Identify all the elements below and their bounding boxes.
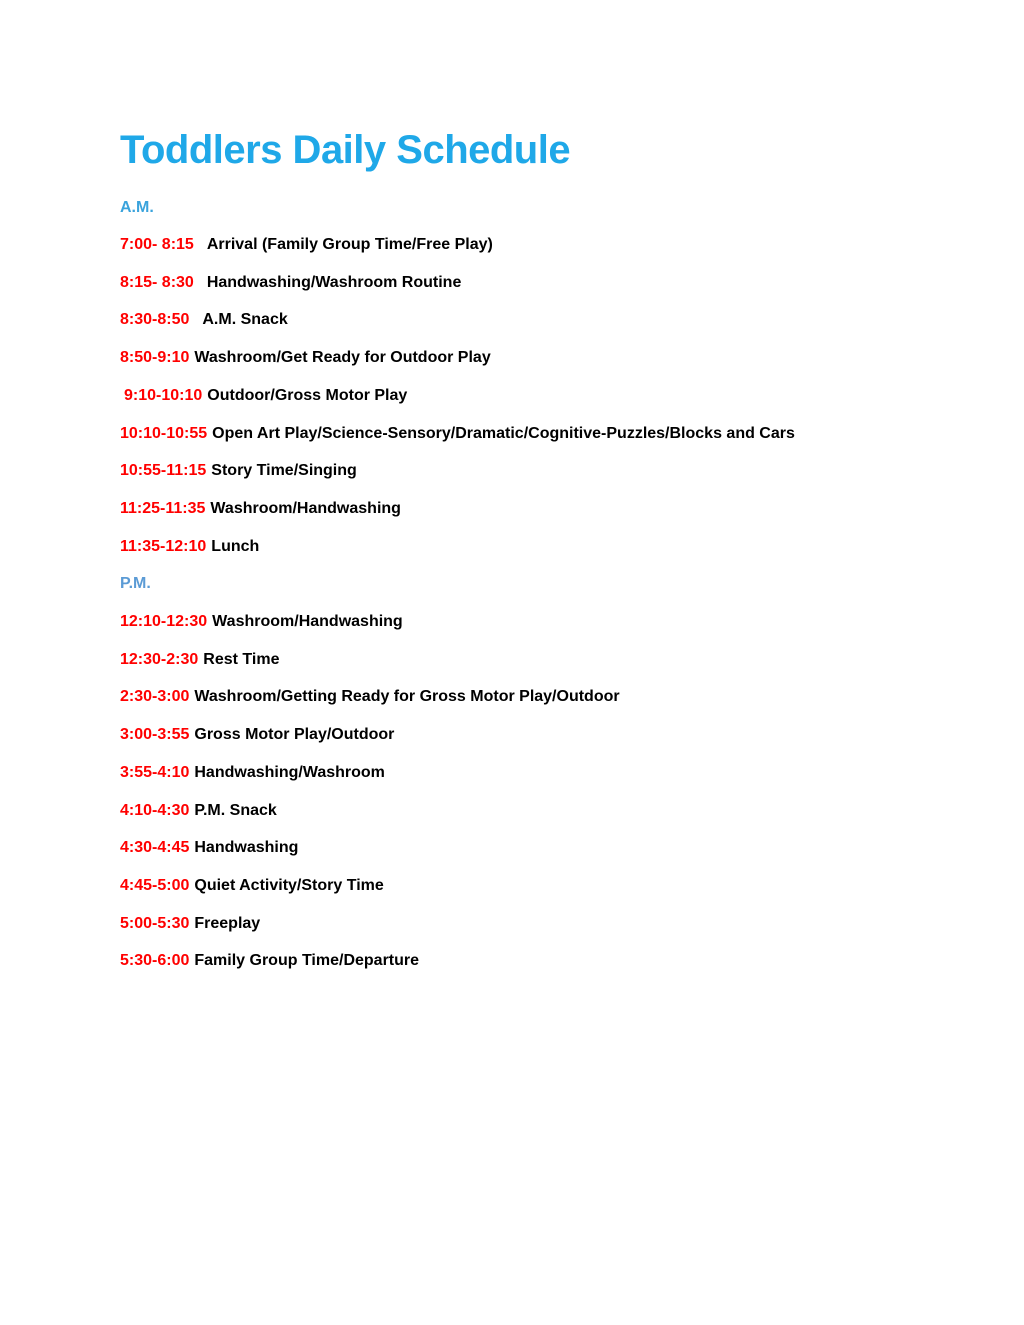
schedule-row [120, 724, 394, 746]
schedule-activity: P.M. Snack [194, 801, 277, 819]
schedule-row [120, 913, 260, 935]
schedule-row [120, 611, 403, 633]
am-section-label: A.M. [120, 199, 154, 216]
schedule-activity: A.M. Snack [202, 311, 288, 329]
page-title: Toddlers Daily Schedule [120, 128, 571, 172]
schedule-row [124, 385, 407, 407]
schedule-row [120, 950, 419, 972]
schedule-row [120, 762, 385, 784]
schedule-activity: Washroom/Handwashing [212, 613, 403, 630]
schedule-row [120, 309, 288, 331]
schedule-activity: Outdoor/Gross Motor Play [207, 386, 408, 404]
schedule-activity: Washroom/Handwashing [210, 499, 401, 517]
schedule-row [120, 423, 795, 445]
schedule-time: 8:50-9:10 [120, 349, 190, 367]
schedule-time: 4:45-5:00 [120, 876, 190, 894]
schedule-time: 5:00-5:30 [120, 914, 190, 932]
schedule-activity: Gross Motor Play/Outdoor [194, 726, 395, 744]
schedule-time: 4:30-4:45 [120, 839, 190, 857]
schedule-time: 2:30-3:00 [120, 688, 190, 706]
schedule-time: 10:55-11:15 [120, 462, 207, 480]
schedule-time: 5:30-6:00 [120, 952, 190, 970]
schedule-time: 10:10-10:55 [120, 424, 208, 442]
pm-section-label: P.M. [120, 575, 151, 592]
schedule-row [120, 837, 298, 859]
schedule-time: 7:00- 8:15 [120, 236, 194, 253]
schedule-activity: Lunch [211, 537, 260, 555]
schedule-row [120, 800, 277, 822]
schedule-activity: Washroom/Get Ready for Outdoor Play [194, 349, 491, 367]
schedule-activity: Handwashing/Washroom Routine [206, 273, 462, 291]
schedule-row [120, 347, 491, 369]
schedule-activity: Rest Time [203, 650, 280, 668]
schedule-activity: Quiet Activity/Story Time [194, 876, 384, 894]
schedule-row [120, 498, 401, 520]
schedule-row [120, 460, 357, 482]
schedule-time: 4:10-4:30 [120, 801, 190, 819]
schedule-time: 3:00-3:55 [120, 726, 190, 744]
schedule-row [120, 686, 620, 708]
schedule-activity: Handwashing [194, 839, 299, 857]
schedule-row [120, 649, 279, 671]
schedule-time: 8:30-8:50 [120, 311, 190, 329]
schedule-row [120, 234, 493, 256]
schedule-activity: Arrival (Family Group Time/Free Play) [206, 236, 493, 253]
schedule-time: 8:15- 8:30 [120, 273, 194, 291]
schedule-time: 3:55-4:10 [120, 763, 190, 781]
schedule-activity: Handwashing/Washroom [194, 763, 385, 781]
schedule-activity: Story Time/Singing [211, 462, 357, 480]
schedule-time: 9:10-10:10 [124, 386, 203, 404]
schedule-activity: Family Group Time/Departure [194, 952, 420, 970]
schedule-time: 12:30-2:30 [120, 650, 199, 668]
schedule-activity: Washroom/Getting Ready for Gross Motor Play/Outdoor [194, 688, 620, 706]
schedule-row [120, 875, 384, 897]
schedule-row [120, 272, 461, 294]
schedule-time: 12:10-12:30 [120, 613, 208, 630]
schedule-activity: Open Art Play/Science-Sensory/Dramatic/Cognitive-Puzzles/Blocks and Cars [212, 424, 795, 442]
schedule-activity: Freeplay [194, 914, 261, 932]
schedule-row [120, 536, 259, 558]
schedule-time: 11:25-11:35 [120, 499, 206, 517]
schedule-time: 11:35-12:10 [120, 537, 207, 555]
